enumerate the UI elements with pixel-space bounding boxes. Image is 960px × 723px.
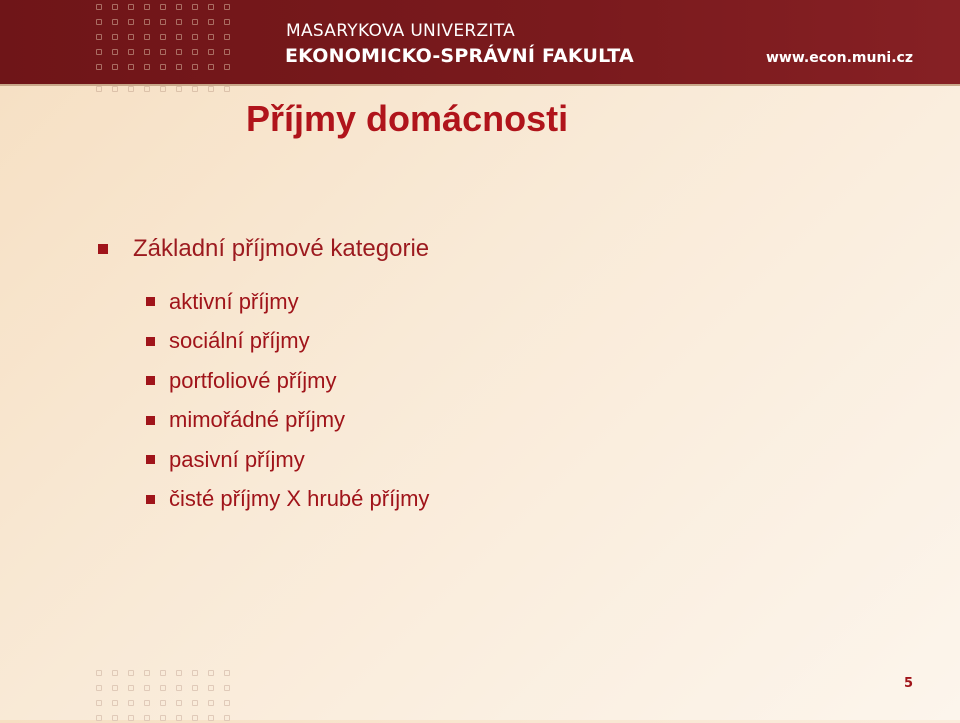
grid-square xyxy=(208,86,214,92)
website-url: www.econ.muni.cz xyxy=(765,50,913,66)
grid-square xyxy=(96,64,102,70)
grid-square xyxy=(144,49,150,55)
grid-square xyxy=(176,34,182,40)
grid-square xyxy=(192,34,198,40)
grid-square xyxy=(160,86,166,92)
under-header-dot-grid-pattern xyxy=(96,86,232,94)
grid-square xyxy=(224,715,230,721)
grid-square xyxy=(96,685,102,691)
grid-square xyxy=(128,49,134,55)
square-bullet-icon xyxy=(146,495,155,504)
grid-square xyxy=(208,4,214,10)
grid-square xyxy=(160,4,166,10)
grid-square xyxy=(192,685,198,691)
square-bullet-icon xyxy=(146,416,155,425)
sub-bullet xyxy=(146,440,429,480)
grid-square xyxy=(224,19,230,25)
square-bullet-icon xyxy=(146,376,155,385)
sub-bullet xyxy=(146,480,429,520)
grid-square xyxy=(160,64,166,70)
grid-square xyxy=(176,86,182,92)
grid-square xyxy=(144,4,150,10)
grid-square xyxy=(112,19,118,25)
grid-square xyxy=(112,670,118,676)
grid-square xyxy=(128,86,134,92)
slide-title: Příjmy domácnosti xyxy=(246,98,569,139)
grid-square xyxy=(176,715,182,721)
grid-square xyxy=(224,64,230,70)
grid-square xyxy=(96,19,102,25)
grid-square xyxy=(208,64,214,70)
footer-dot-grid-pattern xyxy=(96,670,232,723)
grid-square xyxy=(128,700,134,706)
grid-square xyxy=(144,685,150,691)
sub-bullet-list xyxy=(146,282,429,519)
grid-square xyxy=(208,19,214,25)
header-dot-grid-pattern xyxy=(96,4,232,72)
grid-square xyxy=(192,4,198,10)
grid-square xyxy=(208,670,214,676)
grid-square xyxy=(112,700,118,706)
grid-square xyxy=(160,685,166,691)
grid-square xyxy=(160,670,166,676)
grid-square xyxy=(160,49,166,55)
grid-square xyxy=(160,700,166,706)
grid-square xyxy=(96,49,102,55)
grid-square xyxy=(160,19,166,25)
grid-square xyxy=(176,49,182,55)
university-name: MASARYKOVA UNIVERZITA xyxy=(286,21,516,41)
grid-square xyxy=(176,19,182,25)
grid-square xyxy=(208,685,214,691)
grid-square xyxy=(128,34,134,40)
grid-square xyxy=(112,4,118,10)
page-number: 5 xyxy=(904,676,914,691)
grid-square xyxy=(128,715,134,721)
square-bullet-icon xyxy=(146,455,155,464)
grid-square xyxy=(112,86,118,92)
grid-square xyxy=(144,64,150,70)
main-bullet xyxy=(98,235,429,263)
grid-square xyxy=(144,19,150,25)
grid-square xyxy=(96,4,102,10)
square-bullet-icon xyxy=(98,244,108,254)
grid-square xyxy=(112,49,118,55)
grid-square xyxy=(112,715,118,721)
grid-square xyxy=(144,670,150,676)
grid-square xyxy=(176,64,182,70)
grid-square xyxy=(112,64,118,70)
grid-square xyxy=(224,685,230,691)
grid-square xyxy=(224,34,230,40)
square-bullet-icon xyxy=(146,337,155,346)
grid-square xyxy=(176,685,182,691)
grid-square xyxy=(208,700,214,706)
grid-square xyxy=(208,49,214,55)
grid-square xyxy=(96,700,102,706)
sub-bullet xyxy=(146,401,429,441)
sub-bullet-text: čisté příjmy X hrubé příjmy xyxy=(169,486,430,512)
main-bullet-text: Základní příjmové kategorie xyxy=(133,235,430,262)
grid-square xyxy=(192,715,198,721)
grid-square xyxy=(176,700,182,706)
sub-bullet-text: portfoliové příjmy xyxy=(169,367,337,393)
grid-square xyxy=(160,34,166,40)
grid-square xyxy=(192,64,198,70)
grid-square xyxy=(112,685,118,691)
grid-square xyxy=(128,670,134,676)
grid-square xyxy=(192,19,198,25)
grid-square xyxy=(128,4,134,10)
grid-square xyxy=(96,670,102,676)
grid-square xyxy=(144,715,150,721)
grid-square xyxy=(192,670,198,676)
grid-square xyxy=(192,700,198,706)
grid-square xyxy=(224,86,230,92)
sub-bullet xyxy=(146,282,429,322)
sub-bullet xyxy=(146,361,429,401)
grid-square xyxy=(144,34,150,40)
square-bullet-icon xyxy=(146,297,155,306)
grid-square xyxy=(176,670,182,676)
grid-square xyxy=(128,64,134,70)
grid-square xyxy=(176,4,182,10)
sub-bullet-text: aktivní příjmy xyxy=(169,288,299,314)
grid-square xyxy=(96,86,102,92)
grid-square xyxy=(192,86,198,92)
grid-square xyxy=(208,715,214,721)
grid-square xyxy=(128,19,134,25)
grid-square xyxy=(224,4,230,10)
grid-square xyxy=(192,49,198,55)
grid-square xyxy=(112,34,118,40)
grid-square xyxy=(224,700,230,706)
grid-square xyxy=(128,685,134,691)
grid-square xyxy=(160,715,166,721)
sub-bullet xyxy=(146,322,429,362)
sub-bullet-text: pasivní příjmy xyxy=(169,446,305,472)
grid-square xyxy=(144,86,150,92)
faculty-name: EKONOMICKO-SPRÁVNÍ FAKULTA xyxy=(285,45,634,67)
sub-bullet-text: sociální příjmy xyxy=(169,328,310,354)
grid-square xyxy=(96,715,102,721)
grid-square xyxy=(224,49,230,55)
grid-square xyxy=(224,670,230,676)
grid-square xyxy=(96,34,102,40)
grid-square xyxy=(208,34,214,40)
grid-square xyxy=(144,700,150,706)
sub-bullet-text: mimořádné příjmy xyxy=(169,407,346,433)
